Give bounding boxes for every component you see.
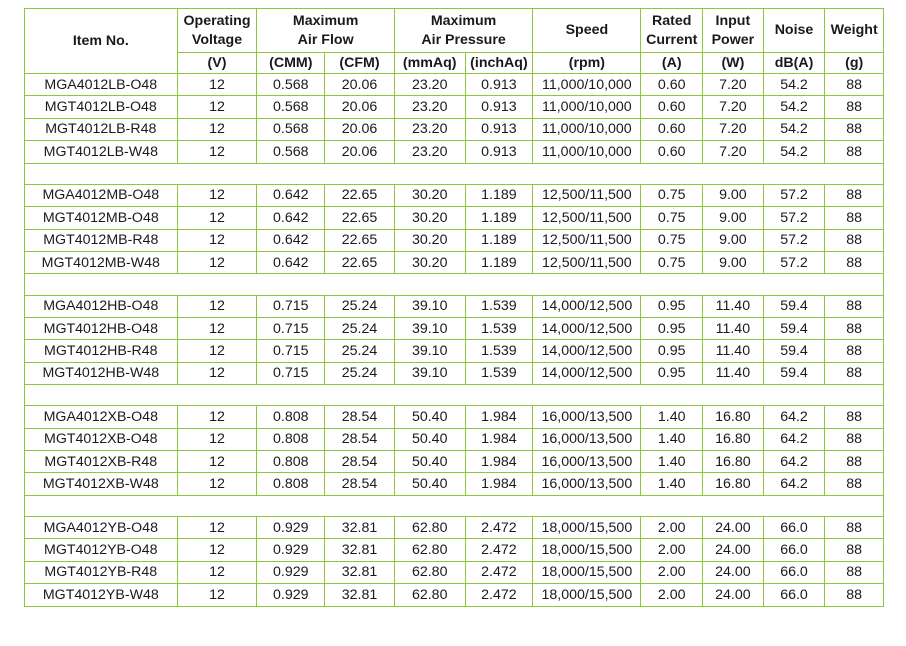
- cell-weight: 88: [825, 340, 884, 362]
- cell-item-no: MGA4012LB-O48: [25, 74, 178, 96]
- cell-speed: 16,000/13,500: [533, 473, 641, 495]
- unit-cmm: (CMM): [257, 53, 325, 74]
- group-separator-row: [25, 385, 884, 406]
- cell-airflow-cmm: 0.642: [257, 184, 325, 206]
- cell-noise: 64.2: [763, 428, 825, 450]
- spec-table-container: [24, 8, 884, 607]
- cell-noise: 66.0: [763, 561, 825, 583]
- cell-current: 1.40: [641, 473, 703, 495]
- cell-pressure-inchaq: 1.984: [465, 473, 533, 495]
- unit-power: (W): [703, 53, 764, 74]
- cell-speed: 18,000/15,500: [533, 561, 641, 583]
- fan-spec-table: [24, 8, 884, 607]
- cell-noise: 64.2: [763, 406, 825, 428]
- table-row: [25, 428, 884, 450]
- cell-speed: 11,000/10,000: [533, 74, 641, 96]
- cell-pressure-mmaq: 62.80: [394, 517, 465, 539]
- cell-current: 0.75: [641, 229, 703, 251]
- cell-speed: 11,000/10,000: [533, 96, 641, 118]
- header-rated-current-line2: Current: [646, 31, 698, 48]
- cell-current: 0.75: [641, 251, 703, 273]
- header-operating-voltage: [177, 9, 257, 53]
- cell-voltage: 12: [177, 561, 257, 583]
- header-max-air-flow: [257, 9, 394, 53]
- header-input-power-line2: Power: [711, 31, 755, 48]
- table-row: [25, 229, 884, 251]
- cell-voltage: 12: [177, 141, 257, 163]
- cell-item-no: MGT4012HB-W48: [25, 362, 178, 384]
- cell-noise: 57.2: [763, 251, 825, 273]
- cell-pressure-mmaq: 30.20: [394, 207, 465, 229]
- table-row: [25, 517, 884, 539]
- table-row: [25, 251, 884, 273]
- cell-pressure-inchaq: 0.913: [465, 96, 533, 118]
- cell-airflow-cmm: 0.808: [257, 428, 325, 450]
- cell-weight: 88: [825, 428, 884, 450]
- unit-current: (A): [641, 53, 703, 74]
- cell-power: 24.00: [703, 517, 764, 539]
- cell-voltage: 12: [177, 362, 257, 384]
- cell-weight: 88: [825, 96, 884, 118]
- cell-power: 7.20: [703, 74, 764, 96]
- group-separator-row: [25, 274, 884, 295]
- cell-airflow-cmm: 0.715: [257, 340, 325, 362]
- cell-item-no: MGT4012LB-R48: [25, 118, 178, 140]
- cell-pressure-inchaq: 2.472: [465, 561, 533, 583]
- cell-weight: 88: [825, 74, 884, 96]
- cell-current: 0.60: [641, 118, 703, 140]
- unit-voltage: (V): [177, 53, 257, 74]
- cell-pressure-mmaq: 62.80: [394, 561, 465, 583]
- spec-table-body: [25, 74, 884, 607]
- cell-airflow-cfm: 22.65: [325, 251, 395, 273]
- cell-current: 2.00: [641, 584, 703, 606]
- cell-pressure-inchaq: 1.539: [465, 295, 533, 317]
- cell-noise: 54.2: [763, 141, 825, 163]
- group-separator: [25, 385, 884, 406]
- cell-airflow-cmm: 0.715: [257, 362, 325, 384]
- cell-item-no: MGT4012MB-O48: [25, 207, 178, 229]
- cell-power: 16.80: [703, 473, 764, 495]
- cell-pressure-inchaq: 2.472: [465, 539, 533, 561]
- cell-speed: 18,000/15,500: [533, 584, 641, 606]
- cell-current: 0.75: [641, 184, 703, 206]
- header-operating-voltage-line2: Voltage: [191, 31, 243, 48]
- cell-pressure-inchaq: 1.984: [465, 428, 533, 450]
- cell-power: 9.00: [703, 184, 764, 206]
- cell-voltage: 12: [177, 517, 257, 539]
- table-row: [25, 362, 884, 384]
- cell-speed: 11,000/10,000: [533, 118, 641, 140]
- unit-noise: dB(A): [763, 53, 825, 74]
- cell-weight: 88: [825, 473, 884, 495]
- table-row: [25, 141, 884, 163]
- cell-power: 7.20: [703, 96, 764, 118]
- cell-item-no: MGT4012XB-O48: [25, 428, 178, 450]
- cell-current: 2.00: [641, 561, 703, 583]
- cell-pressure-mmaq: 39.10: [394, 340, 465, 362]
- cell-voltage: 12: [177, 340, 257, 362]
- cell-item-no: MGT4012HB-R48: [25, 340, 178, 362]
- group-separator-row: [25, 163, 884, 184]
- cell-airflow-cfm: 28.54: [325, 473, 395, 495]
- cell-item-no: MGT4012LB-O48: [25, 96, 178, 118]
- header-item-no: Item No.: [25, 9, 178, 74]
- cell-airflow-cmm: 0.715: [257, 317, 325, 339]
- group-separator: [25, 495, 884, 516]
- cell-airflow-cfm: 25.24: [325, 295, 395, 317]
- cell-item-no: MGT4012YB-R48: [25, 561, 178, 583]
- cell-airflow-cfm: 22.65: [325, 229, 395, 251]
- cell-power: 16.80: [703, 451, 764, 473]
- table-row: [25, 74, 884, 96]
- header-noise: Noise: [763, 9, 825, 53]
- cell-power: 24.00: [703, 584, 764, 606]
- table-row: [25, 584, 884, 606]
- header-operating-voltage-line1: Operating: [183, 12, 251, 29]
- cell-pressure-mmaq: 30.20: [394, 184, 465, 206]
- cell-airflow-cmm: 0.929: [257, 539, 325, 561]
- cell-item-no: MGT4012MB-R48: [25, 229, 178, 251]
- cell-current: 1.40: [641, 406, 703, 428]
- cell-item-no: MGT4012XB-R48: [25, 451, 178, 473]
- cell-noise: 57.2: [763, 229, 825, 251]
- cell-noise: 59.4: [763, 362, 825, 384]
- cell-noise: 57.2: [763, 184, 825, 206]
- cell-pressure-inchaq: 1.539: [465, 340, 533, 362]
- cell-airflow-cfm: 28.54: [325, 406, 395, 428]
- cell-weight: 88: [825, 584, 884, 606]
- cell-noise: 54.2: [763, 118, 825, 140]
- group-separator: [25, 274, 884, 295]
- cell-noise: 64.2: [763, 451, 825, 473]
- cell-voltage: 12: [177, 428, 257, 450]
- table-row: [25, 118, 884, 140]
- cell-pressure-mmaq: 23.20: [394, 74, 465, 96]
- cell-airflow-cfm: 28.54: [325, 428, 395, 450]
- cell-voltage: 12: [177, 229, 257, 251]
- cell-item-no: MGT4012HB-O48: [25, 317, 178, 339]
- header-rated-current: [641, 9, 703, 53]
- cell-voltage: 12: [177, 406, 257, 428]
- cell-pressure-mmaq: 39.10: [394, 317, 465, 339]
- cell-speed: 14,000/12,500: [533, 362, 641, 384]
- cell-airflow-cfm: 25.24: [325, 362, 395, 384]
- cell-weight: 88: [825, 207, 884, 229]
- table-row: [25, 317, 884, 339]
- cell-current: 0.60: [641, 74, 703, 96]
- cell-airflow-cfm: 32.81: [325, 539, 395, 561]
- header-rated-current-line1: Rated: [652, 12, 692, 29]
- cell-weight: 88: [825, 295, 884, 317]
- cell-pressure-mmaq: 62.80: [394, 539, 465, 561]
- cell-pressure-mmaq: 50.40: [394, 473, 465, 495]
- cell-power: 24.00: [703, 539, 764, 561]
- cell-weight: 88: [825, 539, 884, 561]
- table-row: [25, 473, 884, 495]
- cell-noise: 66.0: [763, 584, 825, 606]
- cell-item-no: MGA4012XB-O48: [25, 406, 178, 428]
- cell-airflow-cfm: 32.81: [325, 517, 395, 539]
- table-row: [25, 295, 884, 317]
- cell-noise: 59.4: [763, 317, 825, 339]
- group-separator-row: [25, 495, 884, 516]
- cell-pressure-mmaq: 50.40: [394, 428, 465, 450]
- cell-current: 0.95: [641, 317, 703, 339]
- cell-power: 11.40: [703, 295, 764, 317]
- cell-current: 2.00: [641, 539, 703, 561]
- cell-noise: 59.4: [763, 295, 825, 317]
- table-row: [25, 451, 884, 473]
- cell-airflow-cmm: 0.929: [257, 561, 325, 583]
- cell-speed: 16,000/13,500: [533, 428, 641, 450]
- cell-weight: 88: [825, 317, 884, 339]
- header-input-power-line1: Input: [715, 12, 751, 29]
- cell-pressure-mmaq: 23.20: [394, 141, 465, 163]
- cell-pressure-mmaq: 39.10: [394, 362, 465, 384]
- cell-item-no: MGA4012MB-O48: [25, 184, 178, 206]
- header-speed: Speed: [533, 9, 641, 53]
- cell-pressure-mmaq: 62.80: [394, 584, 465, 606]
- cell-airflow-cfm: 25.24: [325, 317, 395, 339]
- cell-airflow-cfm: 20.06: [325, 74, 395, 96]
- cell-noise: 64.2: [763, 473, 825, 495]
- cell-airflow-cmm: 0.808: [257, 473, 325, 495]
- cell-item-no: MGT4012LB-W48: [25, 141, 178, 163]
- cell-voltage: 12: [177, 74, 257, 96]
- cell-airflow-cmm: 0.929: [257, 517, 325, 539]
- cell-pressure-inchaq: 0.913: [465, 74, 533, 96]
- cell-power: 9.00: [703, 251, 764, 273]
- cell-speed: 18,000/15,500: [533, 517, 641, 539]
- cell-power: 11.40: [703, 362, 764, 384]
- cell-noise: 54.2: [763, 96, 825, 118]
- cell-weight: 88: [825, 184, 884, 206]
- cell-speed: 18,000/15,500: [533, 539, 641, 561]
- table-row: [25, 406, 884, 428]
- table-row: [25, 184, 884, 206]
- cell-noise: 66.0: [763, 539, 825, 561]
- cell-airflow-cfm: 20.06: [325, 141, 395, 163]
- cell-power: 9.00: [703, 207, 764, 229]
- cell-airflow-cfm: 28.54: [325, 451, 395, 473]
- cell-voltage: 12: [177, 451, 257, 473]
- cell-pressure-inchaq: 1.984: [465, 406, 533, 428]
- unit-rpm: (rpm): [533, 53, 641, 74]
- cell-pressure-mmaq: 30.20: [394, 229, 465, 251]
- cell-pressure-inchaq: 1.189: [465, 184, 533, 206]
- unit-cfm: (CFM): [325, 53, 395, 74]
- cell-voltage: 12: [177, 539, 257, 561]
- cell-power: 11.40: [703, 340, 764, 362]
- cell-noise: 54.2: [763, 74, 825, 96]
- cell-pressure-mmaq: 23.20: [394, 96, 465, 118]
- cell-voltage: 12: [177, 118, 257, 140]
- cell-voltage: 12: [177, 584, 257, 606]
- cell-pressure-mmaq: 30.20: [394, 251, 465, 273]
- cell-weight: 88: [825, 251, 884, 273]
- cell-pressure-inchaq: 0.913: [465, 118, 533, 140]
- cell-voltage: 12: [177, 207, 257, 229]
- cell-current: 0.95: [641, 362, 703, 384]
- cell-power: 16.80: [703, 428, 764, 450]
- table-row: [25, 96, 884, 118]
- cell-airflow-cmm: 0.568: [257, 141, 325, 163]
- cell-pressure-mmaq: 39.10: [394, 295, 465, 317]
- cell-airflow-cfm: 22.65: [325, 184, 395, 206]
- cell-weight: 88: [825, 362, 884, 384]
- cell-airflow-cfm: 32.81: [325, 584, 395, 606]
- cell-pressure-mmaq: 50.40: [394, 406, 465, 428]
- cell-speed: 16,000/13,500: [533, 451, 641, 473]
- cell-pressure-inchaq: 1.984: [465, 451, 533, 473]
- cell-speed: 12,500/11,500: [533, 251, 641, 273]
- cell-item-no: MGA4012HB-O48: [25, 295, 178, 317]
- cell-pressure-inchaq: 1.189: [465, 251, 533, 273]
- header-row: [25, 9, 884, 53]
- cell-power: 16.80: [703, 406, 764, 428]
- cell-pressure-mmaq: 50.40: [394, 451, 465, 473]
- cell-airflow-cmm: 0.568: [257, 118, 325, 140]
- header-max-air-pressure-line2: Air Pressure: [421, 31, 506, 48]
- unit-mmaq: (mmAq): [394, 53, 465, 74]
- cell-airflow-cmm: 0.929: [257, 584, 325, 606]
- cell-pressure-inchaq: 1.539: [465, 317, 533, 339]
- table-row: [25, 340, 884, 362]
- cell-power: 24.00: [703, 561, 764, 583]
- cell-power: 7.20: [703, 141, 764, 163]
- cell-airflow-cfm: 20.06: [325, 96, 395, 118]
- cell-noise: 59.4: [763, 340, 825, 362]
- table-row: [25, 561, 884, 583]
- cell-voltage: 12: [177, 473, 257, 495]
- cell-item-no: MGT4012MB-W48: [25, 251, 178, 273]
- cell-speed: 11,000/10,000: [533, 141, 641, 163]
- cell-speed: 16,000/13,500: [533, 406, 641, 428]
- cell-current: 0.60: [641, 141, 703, 163]
- header-weight: Weight: [825, 9, 884, 53]
- group-separator: [25, 163, 884, 184]
- cell-airflow-cmm: 0.642: [257, 229, 325, 251]
- cell-voltage: 12: [177, 295, 257, 317]
- cell-weight: 88: [825, 229, 884, 251]
- cell-airflow-cmm: 0.568: [257, 96, 325, 118]
- cell-airflow-cfm: 32.81: [325, 561, 395, 583]
- cell-voltage: 12: [177, 317, 257, 339]
- cell-current: 2.00: [641, 517, 703, 539]
- cell-speed: 14,000/12,500: [533, 295, 641, 317]
- cell-voltage: 12: [177, 96, 257, 118]
- cell-item-no: MGT4012YB-W48: [25, 584, 178, 606]
- cell-airflow-cmm: 0.568: [257, 74, 325, 96]
- unit-inchaq: (inchAq): [465, 53, 533, 74]
- cell-current: 0.95: [641, 340, 703, 362]
- cell-item-no: MGT4012XB-W48: [25, 473, 178, 495]
- cell-speed: 12,500/11,500: [533, 184, 641, 206]
- cell-airflow-cfm: 22.65: [325, 207, 395, 229]
- cell-current: 0.60: [641, 96, 703, 118]
- cell-speed: 12,500/11,500: [533, 229, 641, 251]
- cell-pressure-inchaq: 1.189: [465, 207, 533, 229]
- cell-power: 7.20: [703, 118, 764, 140]
- cell-speed: 12,500/11,500: [533, 207, 641, 229]
- header-max-air-flow-line2: Air Flow: [297, 31, 354, 48]
- cell-current: 0.95: [641, 295, 703, 317]
- cell-power: 11.40: [703, 317, 764, 339]
- header-max-air-pressure: [394, 9, 532, 53]
- cell-airflow-cmm: 0.808: [257, 406, 325, 428]
- cell-pressure-inchaq: 1.539: [465, 362, 533, 384]
- cell-noise: 66.0: [763, 517, 825, 539]
- cell-current: 1.40: [641, 428, 703, 450]
- cell-speed: 14,000/12,500: [533, 317, 641, 339]
- cell-weight: 88: [825, 406, 884, 428]
- cell-current: 0.75: [641, 207, 703, 229]
- unit-weight: (g): [825, 53, 884, 74]
- cell-weight: 88: [825, 451, 884, 473]
- cell-weight: 88: [825, 561, 884, 583]
- cell-item-no: MGT4012YB-O48: [25, 539, 178, 561]
- cell-pressure-inchaq: 2.472: [465, 517, 533, 539]
- cell-speed: 14,000/12,500: [533, 340, 641, 362]
- cell-airflow-cmm: 0.808: [257, 451, 325, 473]
- cell-noise: 57.2: [763, 207, 825, 229]
- cell-airflow-cmm: 0.642: [257, 207, 325, 229]
- cell-pressure-inchaq: 1.189: [465, 229, 533, 251]
- cell-weight: 88: [825, 118, 884, 140]
- cell-pressure-inchaq: 2.472: [465, 584, 533, 606]
- header-input-power: [703, 9, 764, 53]
- cell-pressure-inchaq: 0.913: [465, 141, 533, 163]
- cell-voltage: 12: [177, 251, 257, 273]
- cell-airflow-cmm: 0.642: [257, 251, 325, 273]
- cell-voltage: 12: [177, 184, 257, 206]
- table-row: [25, 207, 884, 229]
- cell-power: 9.00: [703, 229, 764, 251]
- table-row: [25, 539, 884, 561]
- cell-airflow-cmm: 0.715: [257, 295, 325, 317]
- cell-weight: 88: [825, 517, 884, 539]
- cell-weight: 88: [825, 141, 884, 163]
- cell-pressure-mmaq: 23.20: [394, 118, 465, 140]
- header-max-air-flow-line1: Maximum: [292, 12, 359, 29]
- cell-airflow-cfm: 25.24: [325, 340, 395, 362]
- cell-airflow-cfm: 20.06: [325, 118, 395, 140]
- cell-current: 1.40: [641, 451, 703, 473]
- header-max-air-pressure-line1: Maximum: [430, 12, 497, 29]
- cell-item-no: MGA4012YB-O48: [25, 517, 178, 539]
